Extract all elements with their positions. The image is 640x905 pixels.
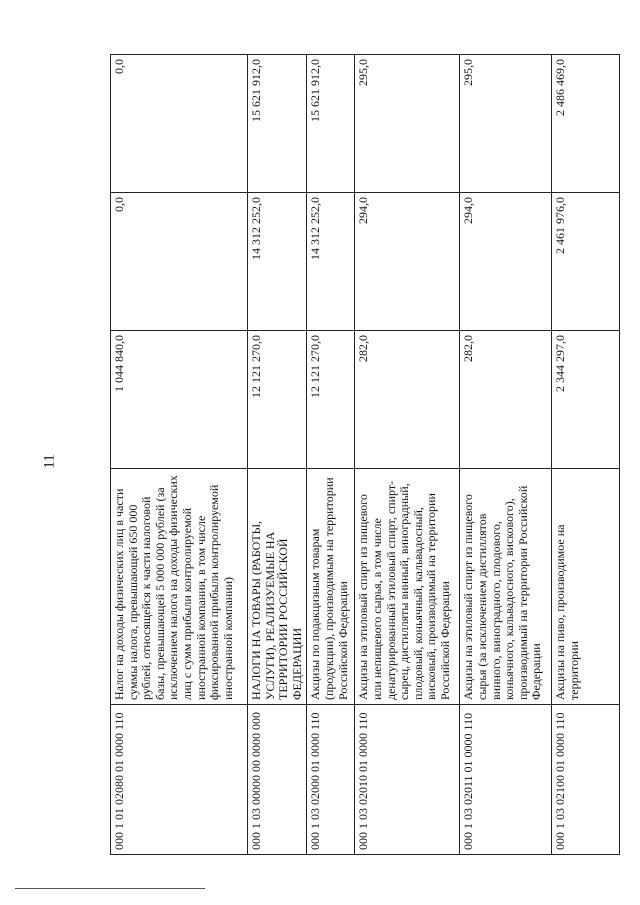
revenue-name-cell: Акцизы на пиво, производимое на территории: [552, 469, 620, 705]
revenue-name-cell: Налог на доходы физических лиц в части суммы налога, превышающей 650 000 рублей, относящейся к части налоговой базы, превышающей 5 000 000 рублей (за исключением налога на доходы физических лиц с сумм прибыли контролируемой иностранной компании, в том числе фиксированной прибыли контролируемой иностранной компании): [111, 469, 248, 705]
amount-year1-cell: 282,0: [355, 331, 460, 469]
amount-year1-cell: 282,0: [460, 331, 552, 469]
amount-year1-cell: 1 044 840,0: [111, 331, 248, 469]
budget-code-cell: 000 1 03 02011 01 0000 110: [460, 705, 552, 855]
revenue-name-cell: Акцизы по подакцизным товарам (продукции), производимым на территории Российской Федерации: [307, 469, 355, 705]
amount-year2-cell: 294,0: [460, 193, 552, 331]
table-row: [552, 55, 620, 855]
revenue-name-cell: НАЛОГИ НА ТОВАРЫ (РАБОТЫ, УСЛУГИ), РЕАЛИЗУЕМЫЕ НА ТЕРРИТОРИИ РОССИЙСКОЙ ФЕДЕРАЦИИ: [248, 469, 307, 705]
amount-year3-cell: 0,0: [111, 55, 248, 193]
amount-year1-cell: 12 121 270,0: [248, 331, 307, 469]
footer-divider: [15, 888, 205, 889]
table-row: [248, 55, 307, 855]
budget-code-cell: 000 1 03 00000 00 0000 000: [248, 705, 307, 855]
amount-year3-cell: 295,0: [460, 55, 552, 193]
budget-table-container: [110, 55, 610, 855]
amount-year3-cell: 2 486 469,0: [552, 55, 620, 193]
amount-year1-cell: 2 344 297,0: [552, 331, 620, 469]
table-row: [111, 55, 248, 855]
amount-year3-cell: 295,0: [355, 55, 460, 193]
revenue-name-cell: Акцизы на этиловый спирт из пищевого или непищевого сырья, в том числе денатурированный этиловый спирт, спирт-сырец, дистилляты винный, виноградный, плодовый, коньячный, кальвадосный, висковый, производимый на территории Российской Федерации: [355, 469, 460, 705]
amount-year2-cell: 2 461 976,0: [552, 193, 620, 331]
table-row: [460, 55, 552, 855]
amount-year2-cell: 14 312 252,0: [248, 193, 307, 331]
table-row: [307, 55, 355, 855]
table-row: [355, 55, 460, 855]
amount-year1-cell: 12 121 270,0: [307, 331, 355, 469]
page-number: 11: [41, 454, 58, 469]
budget-code-cell: 000 1 03 02010 01 0000 110: [355, 705, 460, 855]
amount-year2-cell: 0,0: [111, 193, 248, 331]
amount-year3-cell: 15 621 912,0: [248, 55, 307, 193]
budget-revenue-table: [110, 54, 620, 855]
revenue-name-cell: Акцизы на этиловый спирт из пищевого сырья (за исключением дистиллятов винного, виноградного, плодового, коньячного, кальвадосного, вискового), производимый на территории Российской Федерации: [460, 469, 552, 705]
amount-year3-cell: 15 621 912,0: [307, 55, 355, 193]
amount-year2-cell: 294,0: [355, 193, 460, 331]
budget-code-cell: 000 1 03 02000 01 0000 110: [307, 705, 355, 855]
budget-code-cell: 000 1 01 02080 01 0000 110: [111, 705, 248, 855]
amount-year2-cell: 14 312 252,0: [307, 193, 355, 331]
budget-code-cell: 000 1 03 02100 01 0000 110: [552, 705, 620, 855]
